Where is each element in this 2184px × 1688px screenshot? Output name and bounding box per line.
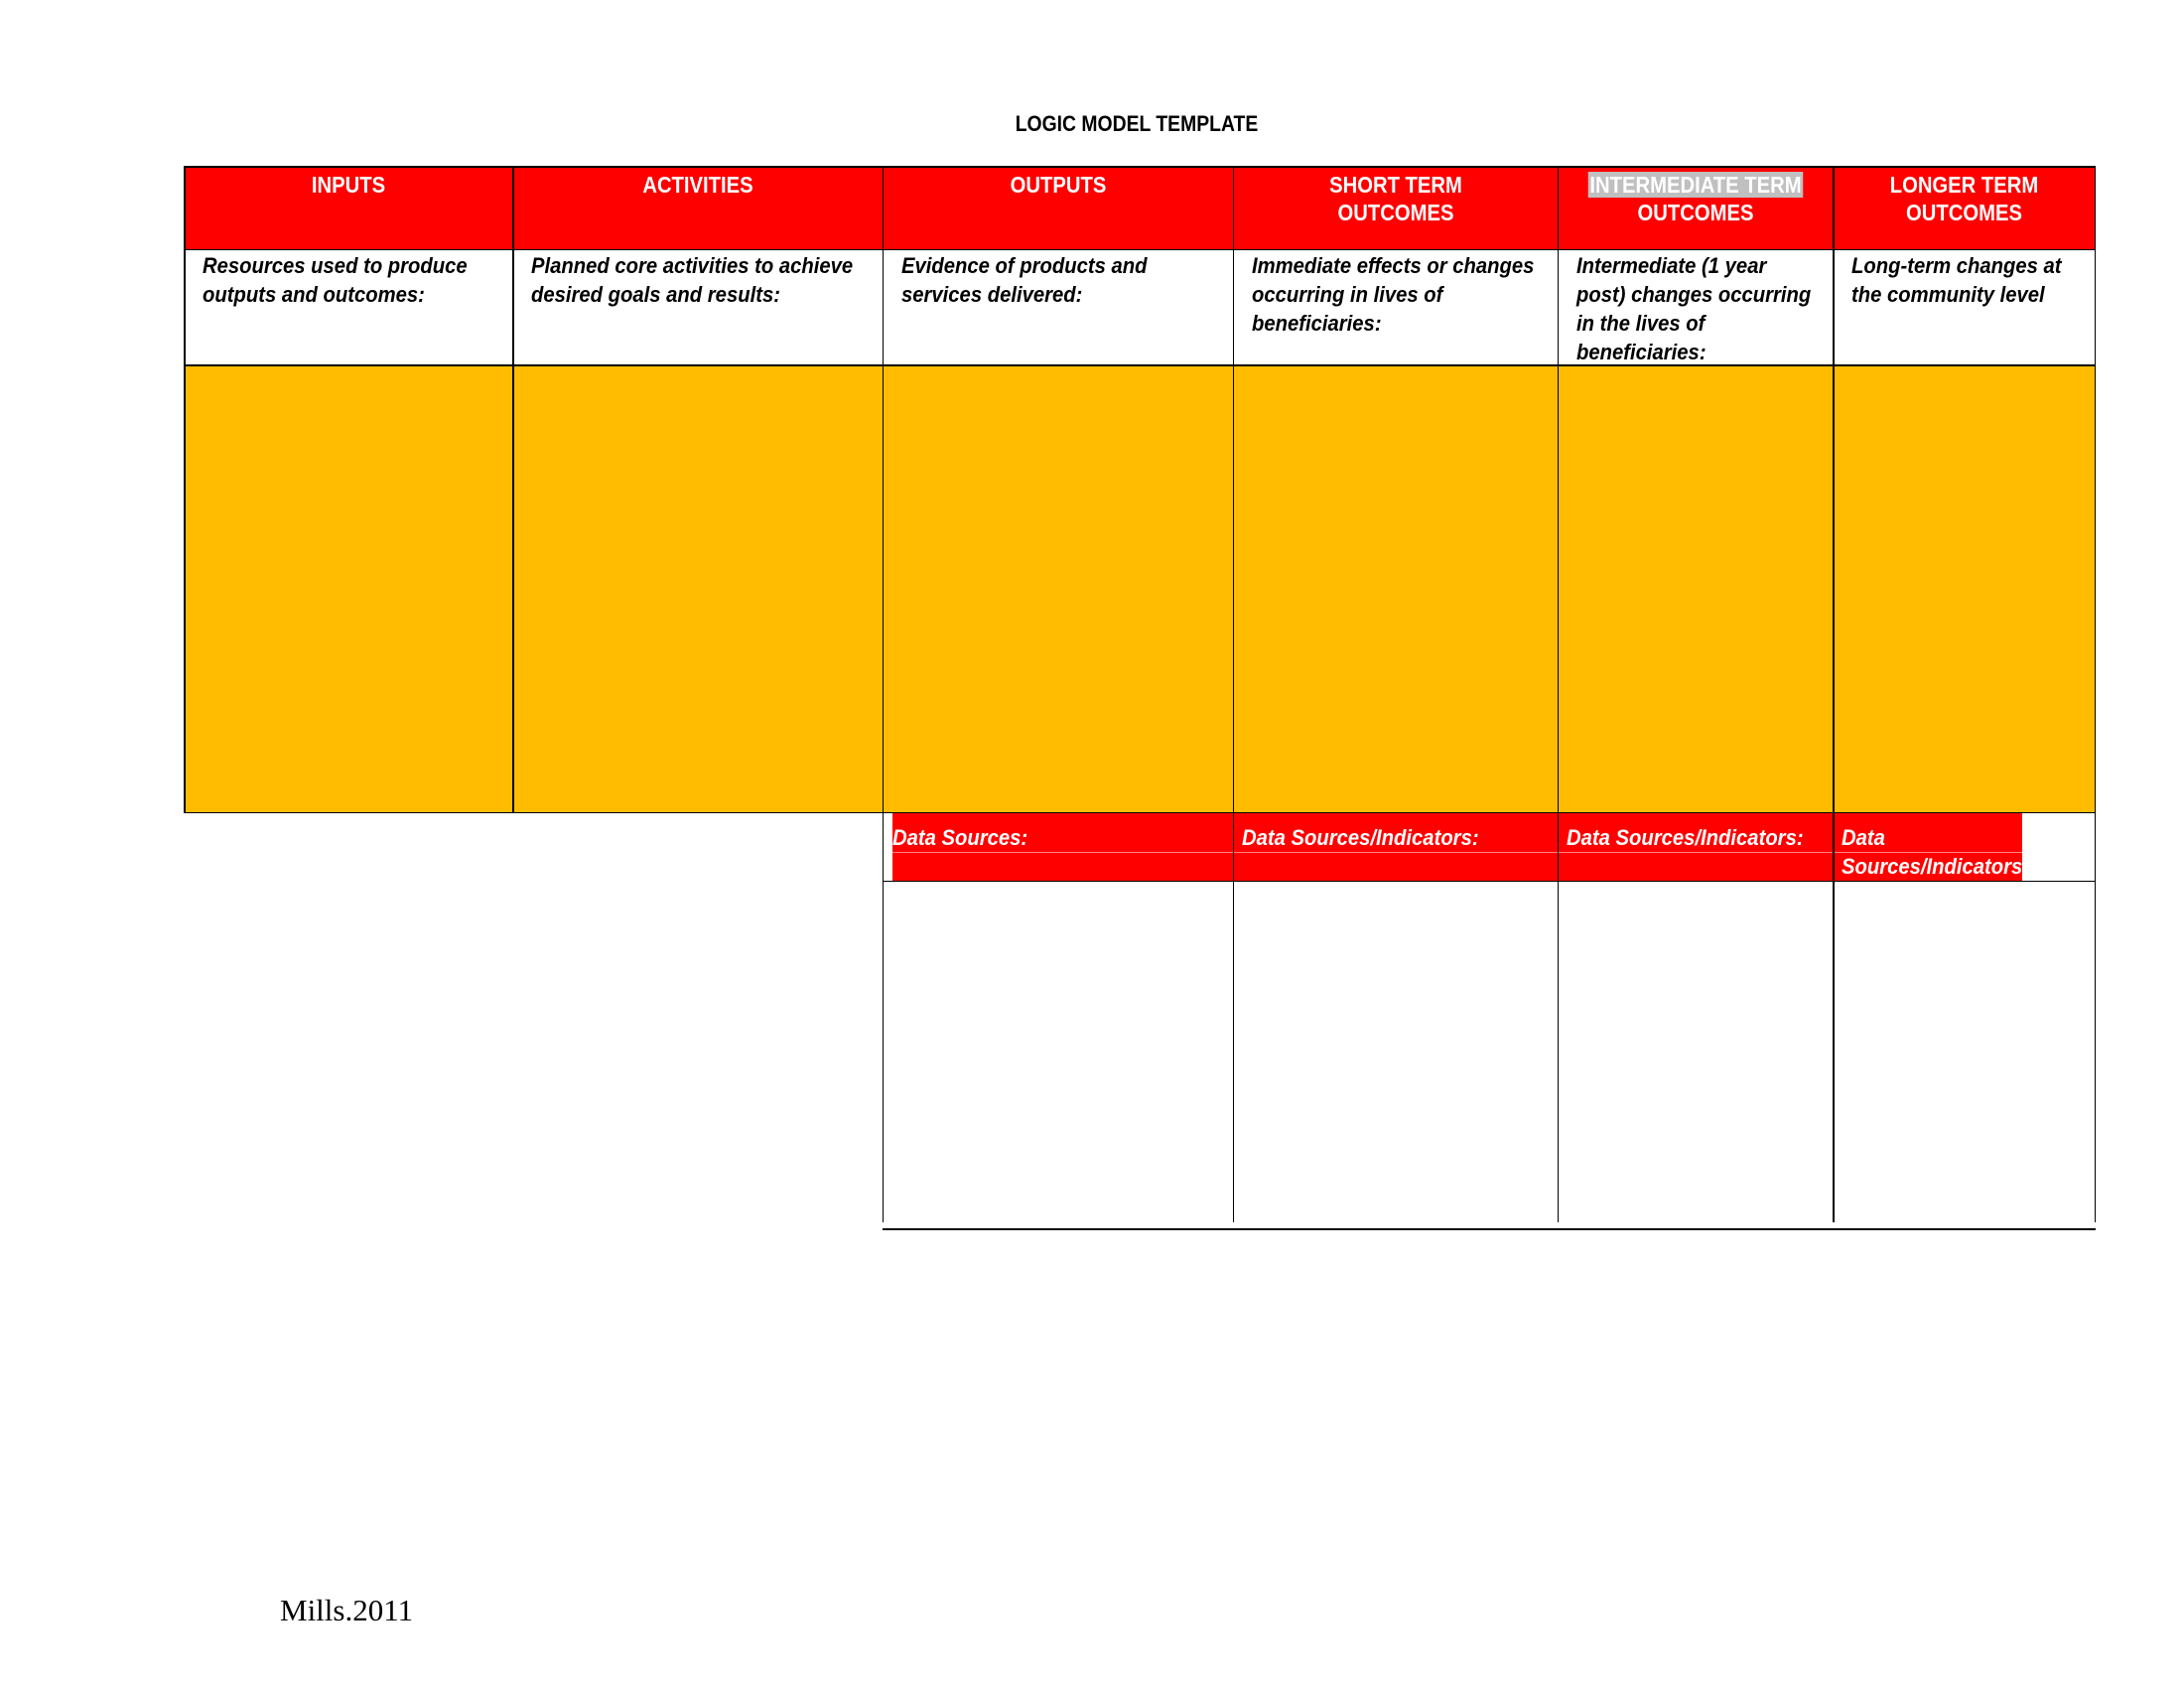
header-inputs-label: INPUTS — [311, 172, 386, 198]
lower-table-bottom-border — [883, 1228, 2096, 1230]
indicator-cell-intermediate[interactable] — [1559, 882, 1833, 1221]
header-short-term-outcomes — [1234, 167, 1558, 250]
description-longer-term-text: Long-term changes at the community level — [1851, 253, 2062, 307]
header-bottom-border — [184, 249, 2096, 250]
table-left-border — [184, 166, 186, 813]
indicator-cell-short-term[interactable] — [1234, 882, 1558, 1221]
indicator-cell-longer-term[interactable] — [1834, 882, 2095, 1221]
description-short-term-text: Immediate effects or changes occurring in lives of beneficiaries: — [1252, 253, 1535, 336]
header-longer-term-line1: LONGER TERM — [1889, 172, 2039, 198]
header-outputs-label: OUTPUTS — [1010, 172, 1107, 198]
data-sources-short-term-label: Data Sources/Indicators: — [1242, 825, 1479, 850]
data-sources-bottom-border — [883, 881, 2096, 882]
description-inputs — [185, 250, 512, 365]
data-sources-intermediate-label: Data Sources/Indicators: — [1567, 825, 1804, 850]
description-short-term — [1234, 250, 1558, 365]
page-title: LOGIC MODEL TEMPLATE — [1015, 111, 1259, 136]
header-intermediate-line1: INTERMEDIATE TERM — [1589, 172, 1802, 198]
description-intermediate — [1559, 250, 1833, 365]
data-sources-intermediate — [1567, 813, 1833, 852]
column-divider-1 — [512, 166, 514, 813]
description-outputs — [884, 250, 1233, 365]
header-outputs — [884, 167, 1233, 250]
column-divider-2 — [883, 166, 884, 1222]
header-intermediate-term-outcomes — [1559, 167, 1833, 250]
header-short-term-line2: OUTCOMES — [1337, 200, 1454, 225]
indicator-cell-outputs[interactable] — [884, 882, 1233, 1221]
footer-citation: Mills.2011 — [280, 1593, 414, 1627]
data-sources-outputs-label: Data Sources: — [892, 825, 1028, 850]
column-divider-4 — [1558, 166, 1559, 1222]
description-longer-term — [1834, 250, 2095, 365]
header-intermediate-line2: OUTCOMES — [1637, 200, 1754, 225]
data-sources-outputs — [892, 813, 1230, 852]
description-activities — [513, 250, 883, 365]
header-short-term-line1: SHORT TERM — [1329, 172, 1462, 198]
description-inputs-text: Resources used to produce outputs and outcomes: — [203, 253, 468, 307]
header-longer-term-outcomes — [1834, 167, 2095, 250]
orange-bottom-border — [184, 812, 2096, 813]
description-activities-text: Planned core activities to achieve desired goals and results: — [531, 253, 854, 307]
column-divider-5 — [1833, 166, 1835, 1222]
content-fill-area[interactable] — [185, 366, 2095, 812]
data-sources-band-gap — [2022, 813, 2095, 881]
data-sources-longer-term-line1: Data — [1842, 825, 1885, 850]
data-sources-short-term — [1242, 813, 1556, 852]
table-top-border — [184, 166, 2096, 168]
header-activities-label: ACTIVITIES — [642, 172, 753, 198]
data-sources-longer-term — [1842, 813, 2022, 881]
table-right-border — [2095, 166, 2096, 1222]
header-longer-term-line2: OUTCOMES — [1906, 200, 2022, 225]
column-divider-3 — [1233, 166, 1234, 1222]
description-outputs-text: Evidence of products and services delivered: — [901, 253, 1148, 307]
description-bottom-border — [184, 364, 2096, 366]
data-sources-longer-term-line2: Sources/Indicators — [1842, 854, 2023, 879]
header-inputs — [185, 167, 512, 250]
description-intermediate-text: Intermediate (1 year post) changes occurring in the lives of beneficiaries: — [1576, 253, 1812, 364]
header-activities — [513, 167, 883, 250]
